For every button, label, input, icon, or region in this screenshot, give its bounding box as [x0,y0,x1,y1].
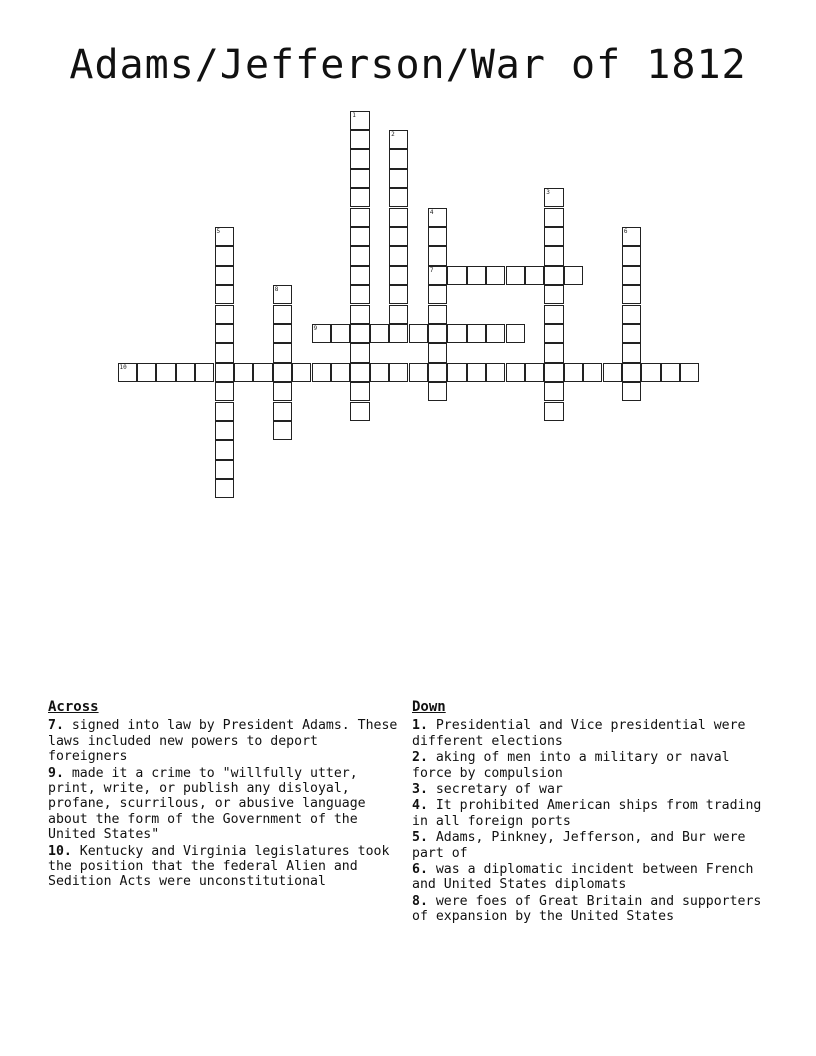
grid-cell[interactable] [389,285,408,304]
grid-cell[interactable] [273,363,292,382]
grid-cell[interactable] [389,169,408,188]
grid-cell[interactable] [118,363,137,382]
grid-cell[interactable] [544,324,563,343]
grid-cell[interactable] [215,285,234,304]
grid-cell[interactable] [312,324,331,343]
grid-cell[interactable] [389,149,408,168]
down-clue [412,798,762,829]
grid-cell[interactable] [622,266,641,285]
grid-cell[interactable] [622,246,641,265]
grid-cell[interactable] [273,421,292,440]
grid-cell[interactable] [486,363,505,382]
grid-cell[interactable] [215,460,234,479]
grid-cell[interactable] [195,363,214,382]
cell-number: 10 [119,363,127,371]
grid-cell[interactable] [467,363,486,382]
down-clue [412,830,762,861]
down-clue [412,894,762,925]
grid-cell[interactable] [428,382,447,401]
down-clue [412,782,762,797]
grid-cell[interactable] [370,324,389,343]
cell-number: 2 [391,130,395,138]
clue-number: 2. [412,750,428,766]
grid-cell[interactable] [622,324,641,343]
cell-number: 3 [546,189,550,197]
grid-cell[interactable] [409,324,428,343]
clue-text: Presidential and Vice presidential were different elections [412,718,746,749]
grid-cell[interactable] [641,363,660,382]
grid-cell[interactable] [312,363,331,382]
grid-cell[interactable] [350,208,369,227]
grid-cell[interactable] [370,363,389,382]
cell-number: 1 [352,111,356,119]
clue-number: 4. [412,798,428,814]
grid-cell[interactable] [564,266,583,285]
grid-cell[interactable] [292,363,311,382]
grid-cell[interactable] [525,363,544,382]
crossword-grid [0,0,816,520]
grid-cell[interactable] [215,421,234,440]
grid-cell[interactable] [622,343,641,362]
clue-number: 9. [48,765,64,781]
grid-cell[interactable] [680,363,699,382]
across-clue [48,718,404,764]
grid-cell[interactable] [156,363,175,382]
down-clue [412,718,762,749]
cell-number: 5 [216,227,221,235]
clue-text: secretary of war [427,782,563,798]
grid-cell[interactable] [215,227,234,246]
grid-cell[interactable] [389,305,408,324]
cell-number: 4 [429,208,434,216]
cell-number: 8 [274,286,279,294]
grid-cell[interactable] [389,208,408,227]
grid-cell[interactable] [544,188,563,207]
grid-cell[interactable] [273,343,292,362]
grid-cell[interactable] [506,363,525,382]
grid-cell[interactable] [622,285,641,304]
grid-cell[interactable] [215,440,234,459]
grid-cell[interactable] [215,382,234,401]
down-clue-list [412,718,762,924]
grid-cell[interactable] [273,402,292,421]
grid-cell[interactable] [215,266,234,285]
clue-text: It prohibited American ships from trading in all foreign ports [412,798,762,829]
clue-number: 7. [48,718,64,734]
grid-cell[interactable] [389,188,408,207]
grid-cell[interactable] [447,266,466,285]
grid-cell[interactable] [350,266,369,285]
grid-cell[interactable] [544,402,563,421]
grid-cell[interactable] [350,324,369,343]
grid-cell[interactable] [447,324,466,343]
grid-cell[interactable] [622,227,641,246]
grid-cell[interactable] [486,324,505,343]
grid-cell[interactable] [467,266,486,285]
grid-cell[interactable] [253,363,272,382]
grid-cell[interactable] [137,363,156,382]
grid-cell[interactable] [428,343,447,362]
grid-cell[interactable] [234,363,253,382]
grid-cell[interactable] [544,285,563,304]
clue-text: made it a crime to "willfully utter, print, write, or publish any disloyal, profane, scurrilous, or abusive language about the form of the Government of the United States" [48,765,366,843]
grid-cell[interactable] [506,324,525,343]
down-clue [412,862,762,893]
grid-cell[interactable] [622,305,641,324]
clue-text: Adams, Pinkney, Jefferson, and Bur were part of [412,830,746,861]
grid-cell[interactable] [215,363,234,382]
grid-cell[interactable] [544,246,563,265]
clue-text: were foes of Great Britain and supporters of expansion by the United States [412,893,762,925]
grid-cell[interactable] [215,246,234,265]
down-clue [412,750,762,781]
grid-cell[interactable] [486,266,505,285]
clue-text: Kentucky and Virginia legislatures took the position that the federal Alien and Sedition Acts were unconstitutional [48,843,390,890]
grid-cell[interactable] [428,285,447,304]
cell-number: 9 [313,324,318,332]
grid-cell[interactable] [215,305,234,324]
clue-number: 5. [412,830,428,846]
grid-cell[interactable] [428,363,447,382]
grid-cell[interactable] [389,324,408,343]
grid-cell[interactable] [428,266,447,285]
grid-cell[interactable] [215,324,234,343]
clue-number: 6. [412,862,428,878]
grid-cell[interactable] [350,402,369,421]
grid-cell[interactable] [215,343,234,362]
grid-cell[interactable] [350,227,369,246]
grid-cell[interactable] [544,343,563,362]
grid-cell[interactable] [176,363,195,382]
grid-cell[interactable] [273,382,292,401]
grid-cell[interactable] [350,130,369,149]
grid-cell[interactable] [350,382,369,401]
clue-number: 10. [48,843,72,859]
across-clue [48,844,404,890]
clue-text: aking of men into a military or naval force by compulsion [412,750,730,781]
cell-number: 6 [623,227,628,235]
clue-text: signed into law by President Adams. These laws included new powers to deport foreigners [48,718,398,765]
grid-cell[interactable] [544,208,563,227]
grid-cell[interactable] [273,305,292,324]
grid-cell[interactable] [544,266,563,285]
grid-cell[interactable] [544,363,563,382]
grid-cell[interactable] [428,227,447,246]
grid-cell[interactable] [273,324,292,343]
grid-cell[interactable] [350,246,369,265]
grid-cell[interactable] [583,363,602,382]
down-clues [412,700,762,926]
grid-cell[interactable] [622,363,641,382]
grid-cell[interactable] [350,149,369,168]
clue-number: 1. [412,718,428,734]
grid-cell[interactable] [350,188,369,207]
across-clues [48,700,404,891]
cell-number: 7 [429,266,434,274]
grid-cell[interactable] [350,343,369,362]
grid-cell[interactable] [544,382,563,401]
across-header: Across [48,699,99,715]
grid-cell[interactable] [564,363,583,382]
grid-cell[interactable] [389,130,408,149]
grid-cell[interactable] [350,363,369,382]
grid-cell[interactable] [331,324,350,343]
grid-cell[interactable] [273,285,292,304]
page-title: Adams/Jefferson/War of 1812 [69,42,747,88]
across-clue-list [48,718,404,889]
grid-cell[interactable] [428,305,447,324]
grid-cell[interactable] [389,266,408,285]
clue-text: was a diplomatic incident between French and United States diplomats [412,862,754,893]
across-clue [48,766,404,843]
grid-cell[interactable] [447,363,466,382]
grid-cell[interactable] [428,208,447,227]
grid-cell[interactable] [428,324,447,343]
grid-cell[interactable] [409,363,428,382]
grid-cell[interactable] [350,305,369,324]
grid-cell[interactable] [467,324,486,343]
grid-cell[interactable] [350,285,369,304]
grid-cell[interactable] [215,402,234,421]
grid-cell[interactable] [506,266,525,285]
grid-cell[interactable] [661,363,680,382]
grid-cell[interactable] [389,246,408,265]
grid-cell[interactable] [622,382,641,401]
grid-cell[interactable] [389,363,408,382]
clue-number: 8. [412,893,428,909]
down-header: Down [412,699,446,715]
grid-cell[interactable] [331,363,350,382]
grid-cell[interactable] [544,227,563,246]
grid-cell[interactable] [544,305,563,324]
grid-cell[interactable] [215,479,234,498]
grid-cell[interactable] [350,169,369,188]
grid-cell[interactable] [350,111,369,130]
clue-number: 3. [412,782,428,798]
grid-cell[interactable] [525,266,544,285]
grid-cell[interactable] [603,363,622,382]
grid-cell[interactable] [389,227,408,246]
grid-cell[interactable] [428,246,447,265]
